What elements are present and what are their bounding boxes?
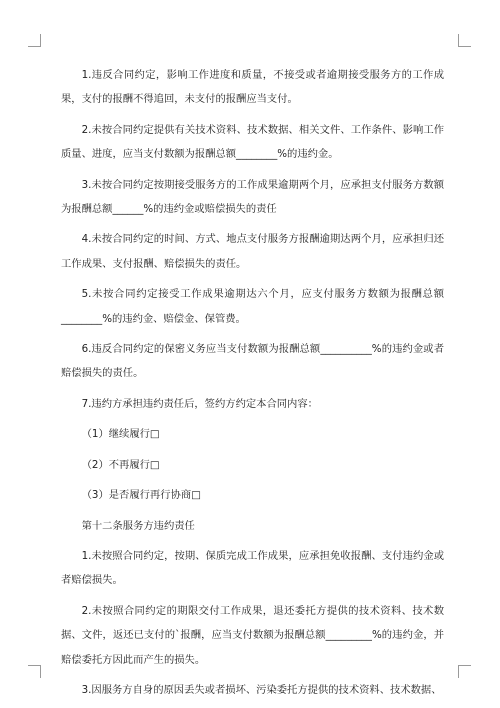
crop-mark-bottom-left xyxy=(28,665,41,678)
crop-mark-bottom-right xyxy=(458,665,471,678)
paragraph-provider-breach-2: 2.未按照合同约定的期限交付工作成果，退还委托方提供的技术资料、技术数据、文件，返还已支付的`报酬，应当支付数额为报酬总额_________%的违约金，并赔偿委托方因此而产生的损失。 xyxy=(61,604,444,666)
paragraph-client-breach-7: 7.违约方承担违约责任后，签约方约定本合同内容： xyxy=(81,397,318,410)
paragraph-client-breach-4: 4.未按合同约定的时间、方式、地点支付服务方报酬逾期达两个月，应承担归还工作成果、支付报酬、赔偿损失的责任。 xyxy=(61,233,444,270)
paragraph-provider-breach-3: 3.因服务方自身的原因丢失或者损坏、污染委托方提供的技术资料、技术数据、 xyxy=(81,683,442,696)
option-stop-performance: （2）不再履行□ xyxy=(81,458,160,471)
crop-mark-top-right xyxy=(458,34,471,47)
paragraph-client-breach-3: 3.未按合同约定按期接受服务方的工作成果逾期两个月，应承担支付服务方数额为报酬总额______%的违约金或赔偿损失的责任 xyxy=(61,178,444,216)
paragraph-client-breach-2: 2.未按合同约定提供有关技术资料、技术数据、相关文件、工作条件、影响工作质量、进度，应当支付数额为报酬总额________%的违约金。 xyxy=(61,123,444,161)
paragraph-client-breach-1: 1.违反合同约定，影响工作进度和质量，不接受或者逾期接受服务方的工作成果，支付的报酬不得追回，未支付的报酬应当支付。 xyxy=(61,69,444,106)
paragraph-client-breach-5: 5.未按合同约定接受工作成果逾期达六个月，应支付服务方数额为报酬总额________%的违约金、赔偿金、保管费。 xyxy=(61,288,444,325)
document-body xyxy=(61,63,444,708)
paragraph-client-breach-6: 6.违反合同约定的保密义务应当支付数额为报酬总额__________%的违约金或者赔偿损失的责任。 xyxy=(61,343,444,380)
crop-mark-top-left xyxy=(28,34,41,47)
paragraph-provider-breach-1: 1.未按照合同约定，按期、保质完成工作成果，应承担免收报酬、支付违约金或者赔偿损失。 xyxy=(61,549,444,587)
option-continue-performance: （1）继续履行□ xyxy=(81,428,160,441)
option-negotiate: （3）是否履行再行协商□ xyxy=(81,489,201,502)
section-heading-article-12: 第十二条服务方违约责任 xyxy=(81,519,195,532)
